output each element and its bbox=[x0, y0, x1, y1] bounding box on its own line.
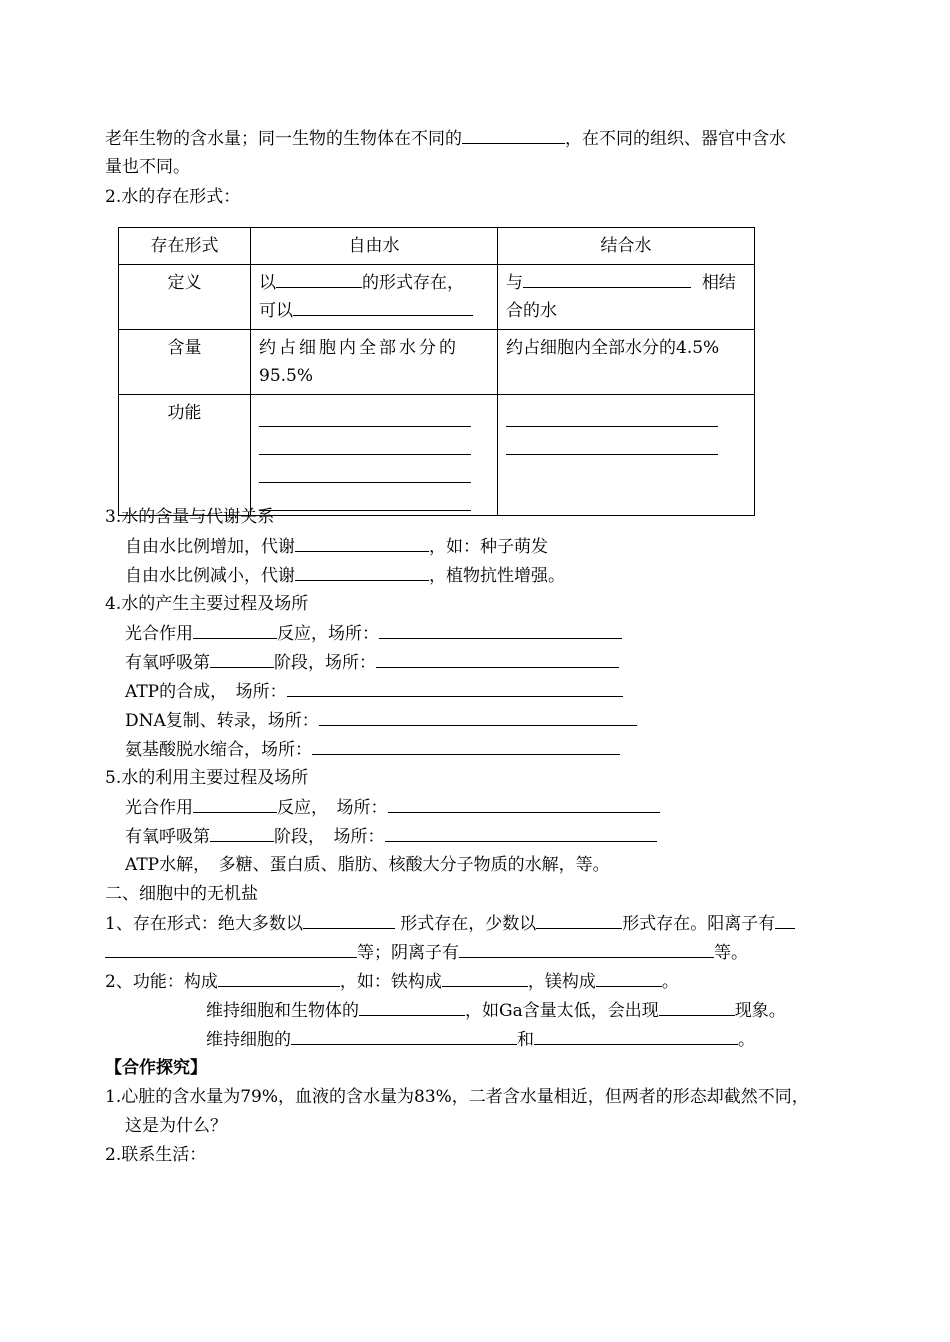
blank[interactable] bbox=[105, 940, 357, 958]
section-4-line-2: 有氧呼吸第 阶段，场所： bbox=[125, 650, 619, 675]
row-content: 含量 bbox=[119, 330, 251, 395]
section-5-title: 5.水的利用主要过程及场所 bbox=[105, 768, 309, 788]
blank[interactable] bbox=[388, 795, 660, 813]
blank[interactable] bbox=[210, 824, 274, 842]
header-bound-water: 结合水 bbox=[498, 228, 755, 265]
section-4-line-5: 氨基酸脱水缩合，场所： bbox=[125, 737, 620, 762]
intro-line-1: 老年生物的含水量；同一生物的生物体在不同的 ，在不同的组织、器官中含水 bbox=[105, 126, 786, 151]
blank[interactable] bbox=[259, 427, 471, 455]
blank[interactable] bbox=[775, 911, 795, 929]
intro-line-2: 量也不同。 bbox=[105, 157, 190, 177]
blank[interactable] bbox=[385, 824, 657, 842]
section-4-title: 4.水的产生主要过程及场所 bbox=[105, 594, 309, 614]
row-definition: 定义 bbox=[119, 265, 251, 330]
blank[interactable] bbox=[259, 455, 471, 483]
header-free-water: 自由水 bbox=[251, 228, 498, 265]
blank[interactable] bbox=[379, 621, 622, 639]
blank[interactable] bbox=[376, 650, 619, 668]
bound-water-definition: 与 相结 合的水 bbox=[498, 265, 755, 330]
blank[interactable] bbox=[459, 940, 714, 958]
salt-line-5: 维持细胞的 和 。 bbox=[206, 1027, 755, 1052]
blank[interactable] bbox=[210, 650, 274, 668]
blank[interactable] bbox=[218, 969, 340, 987]
blank[interactable] bbox=[295, 534, 429, 552]
blank[interactable] bbox=[303, 911, 395, 929]
blank[interactable] bbox=[193, 621, 277, 639]
row-function: 功能 bbox=[119, 395, 251, 516]
section-3-title: 3.水的含量与代谢关系 bbox=[105, 507, 275, 527]
blank[interactable] bbox=[506, 427, 718, 455]
blank[interactable] bbox=[259, 483, 471, 511]
blank[interactable] bbox=[259, 399, 471, 427]
salt-line-2: 等；阴离子有 等。 bbox=[105, 940, 748, 965]
salt-line-3: 2、功能：构成 ，如：铁构成 ，镁构成 。 bbox=[105, 969, 679, 994]
inorganic-salt-title: 二、细胞中的无机盐 bbox=[105, 884, 258, 904]
blank[interactable] bbox=[287, 679, 623, 697]
bound-water-function bbox=[498, 395, 755, 516]
blank[interactable] bbox=[659, 998, 735, 1016]
free-water-function bbox=[251, 395, 498, 516]
salt-line-1: 1、存在形式：绝大多数以 形式存在，少数以 形式存在。阳离子有 bbox=[105, 911, 795, 936]
blank[interactable] bbox=[293, 298, 473, 316]
question-1-cont: 这是为什么？ bbox=[125, 1116, 227, 1136]
free-water-content: 约占细胞内全部水分的 95.5% bbox=[251, 330, 498, 395]
header-form: 存在形式 bbox=[119, 228, 251, 265]
blank[interactable] bbox=[276, 270, 362, 288]
blank[interactable] bbox=[193, 795, 277, 813]
section-3-line-2: 自由水比例减小，代谢 ，植物抗性增强。 bbox=[125, 563, 565, 588]
section-4-line-3: ATP的合成， 场所： bbox=[125, 679, 623, 704]
blank[interactable] bbox=[506, 399, 718, 427]
blank[interactable] bbox=[462, 126, 565, 144]
blank[interactable] bbox=[534, 1027, 738, 1045]
question-1: 1.心脏的含水量为79%，血液的含水量为83%，二者含水量相近，但两者的形态却截然不同， bbox=[105, 1087, 809, 1107]
blank[interactable] bbox=[319, 708, 637, 726]
bound-water-content: 约占细胞内全部水分的4.5% bbox=[498, 330, 755, 395]
blank[interactable] bbox=[359, 998, 465, 1016]
section-4-line-1: 光合作用 反应，场所： bbox=[125, 621, 622, 646]
free-water-definition: 以 的形式存在， 可以 bbox=[251, 265, 498, 330]
question-2: 2.联系生活： bbox=[105, 1145, 207, 1165]
blank[interactable] bbox=[523, 270, 691, 288]
blank[interactable] bbox=[442, 969, 528, 987]
cooperative-inquiry-title: 【合作探究】 bbox=[105, 1058, 207, 1078]
section-4-line-4: DNA复制、转录，场所： bbox=[125, 708, 637, 733]
blank[interactable] bbox=[312, 737, 620, 755]
section-5-line-1: 光合作用 反应， 场所： bbox=[125, 795, 660, 820]
blank[interactable] bbox=[295, 563, 429, 581]
salt-line-4: 维持细胞和生物体的 ，如Ga含量太低，会出现 现象。 bbox=[206, 998, 786, 1023]
section-3-line-1: 自由水比例增加，代谢 ，如：种子萌发 bbox=[125, 534, 548, 559]
blank[interactable] bbox=[536, 911, 622, 929]
section-5-line-3: ATP水解， 多糖、蛋白质、脂肪、核酸大分子物质的水解，等。 bbox=[125, 855, 610, 875]
blank[interactable] bbox=[596, 969, 662, 987]
blank[interactable] bbox=[291, 1027, 517, 1045]
water-forms-table bbox=[118, 227, 755, 516]
section-5-line-2: 有氧呼吸第 阶段， 场所： bbox=[125, 824, 657, 849]
section-2-title: 2.水的存在形式： bbox=[105, 187, 241, 207]
